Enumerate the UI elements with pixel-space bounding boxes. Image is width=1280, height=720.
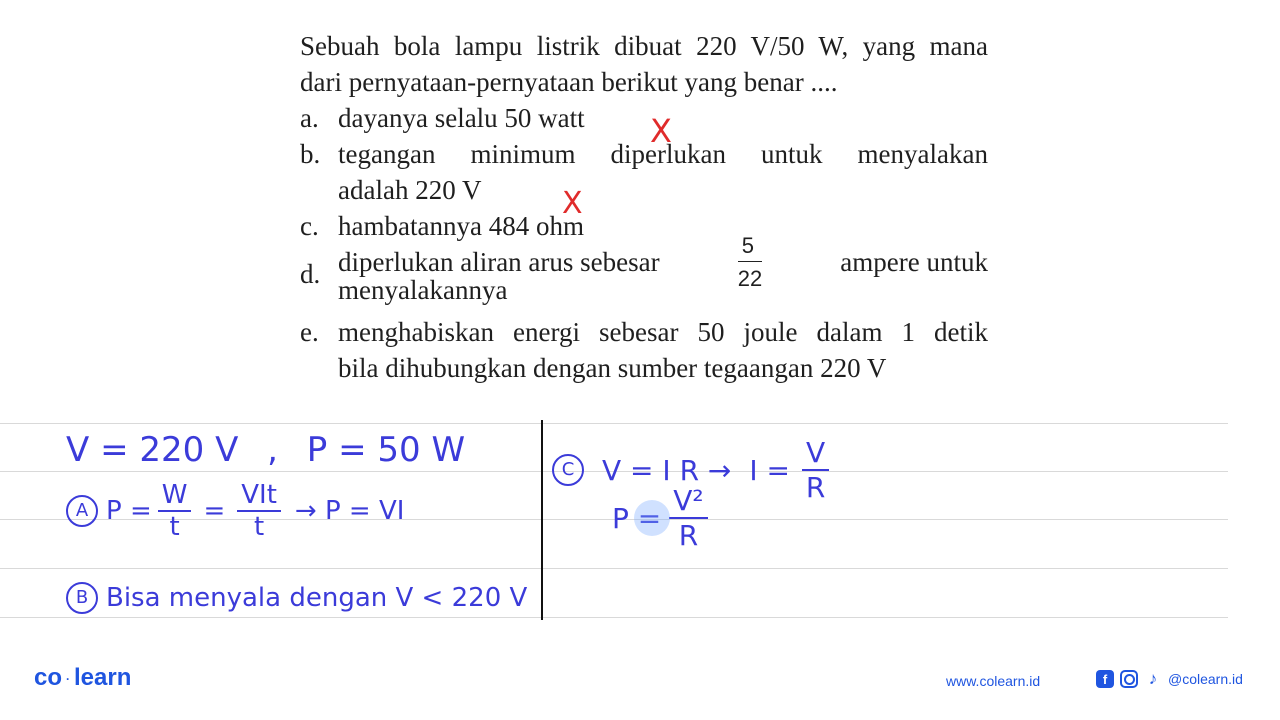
notebook-line: [0, 568, 1228, 569]
option-text-2: bila dihubungkan dengan sumber tegaangan 220 V: [338, 353, 887, 383]
note-a-label: A: [66, 495, 98, 527]
note-a-vit: VIt: [237, 480, 281, 512]
facebook-icon[interactable]: f: [1096, 670, 1114, 688]
option-letter: c.: [300, 211, 319, 241]
option-d-post: ampere untuk: [840, 247, 988, 277]
instagram-icon[interactable]: [1120, 670, 1138, 688]
note-a-fraction-wt: [158, 480, 192, 542]
question-line-2: dari pernyataan-pernyataan berikut yang benar ....: [300, 67, 838, 97]
option-e: [300, 314, 988, 386]
note-a-result: → P = VI: [294, 496, 405, 526]
option-b: [300, 136, 988, 208]
note-a-p: P =: [106, 496, 152, 526]
note-b: [66, 582, 527, 614]
option-a: [300, 100, 988, 136]
option-letter: e.: [300, 317, 319, 347]
note-c-fraction: [802, 436, 829, 504]
question-block: [300, 28, 988, 386]
social-handle[interactable]: @colearn.id: [1168, 671, 1243, 687]
note-a-t2: t: [253, 512, 265, 542]
current-fraction: [737, 232, 763, 291]
fraction-denominator: 22: [737, 265, 763, 291]
given-power: P = 50 W: [306, 430, 466, 470]
note-a-fraction-vit: [237, 480, 281, 542]
note-c-v: V: [802, 436, 829, 471]
colearn-logo: [34, 664, 131, 692]
option-text: menghabiskan energi sebesar 50 joule dalam 1 detik: [338, 317, 988, 347]
note-a-w: W: [158, 480, 192, 512]
note-b-text: Bisa menyala dengan V < 220 V: [106, 583, 528, 613]
fraction-numerator: 5: [738, 235, 762, 262]
note-c-power-fraction: [669, 484, 707, 552]
note-c-v2: V²: [669, 484, 707, 519]
note-c-r: R: [805, 471, 826, 504]
note-a-t: t: [169, 512, 180, 542]
logo-right: learn: [74, 664, 132, 691]
note-a-eq: =: [203, 496, 226, 526]
option-letter: a.: [300, 103, 319, 133]
option-text: tegangan minimum diperlukan untuk menyalakan: [338, 139, 988, 169]
option-text: dayanya selalu 50 watt: [338, 103, 585, 133]
wrong-mark-a: X: [650, 112, 672, 150]
logo-dot: ·: [66, 671, 71, 686]
question-line-1: Sebuah bola lampu listrik dibuat 220 V/50 W, yang mana: [300, 31, 988, 61]
option-d-pre: diperlukan aliran arus sebesar: [338, 247, 660, 277]
option-text: hambatannya 484 ohm: [338, 211, 584, 241]
column-divider: [541, 420, 543, 620]
notebook-line: [0, 423, 1228, 424]
note-a: [66, 480, 404, 542]
given-voltage: V = 220 V: [66, 430, 239, 470]
option-letter: d.: [300, 259, 321, 289]
option-text-2: menyalakannya: [338, 275, 508, 305]
notebook-line: [0, 617, 1228, 618]
note-c-i: I =: [749, 453, 791, 487]
option-text-2: adalah 220 V: [338, 175, 482, 205]
wrong-mark-b: X: [562, 186, 583, 221]
note-c-label: C: [552, 454, 584, 486]
note-c-vir: V = I R →: [602, 453, 732, 487]
option-letter: b.: [300, 139, 321, 169]
option-d: [300, 232, 988, 308]
logo-left: co: [34, 664, 63, 691]
website-link[interactable]: www.colearn.id: [946, 673, 1041, 689]
pen-cursor: [634, 500, 670, 536]
tiktok-icon[interactable]: ♪: [1148, 669, 1158, 688]
note-b-label: B: [66, 582, 98, 614]
note-c-p: P =: [612, 501, 662, 535]
note-c-r2: R: [678, 519, 699, 552]
social-links: [1096, 670, 1243, 688]
given-values: [66, 430, 465, 470]
given-separator: ,: [267, 430, 278, 470]
